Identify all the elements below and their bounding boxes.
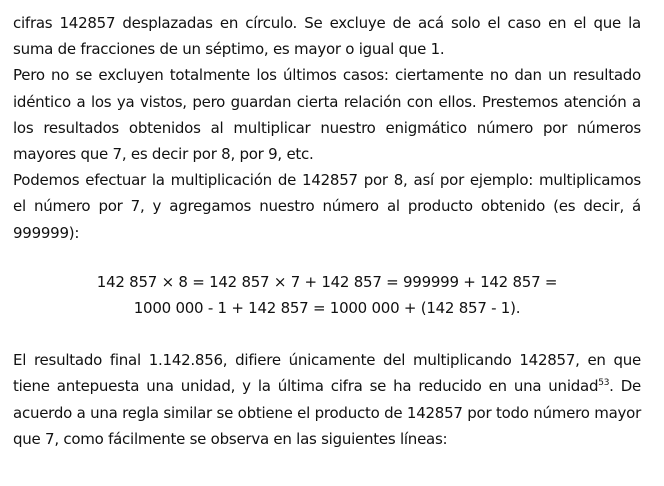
paragraph-excluded-cases: Pero no se excluyen totalmente los últimos casos: ciertamente no dan un resultado idéntico a los ya vistos, pero guardan cierta relación con ellos. Prestemos atención a los resultados obtenidos al multiplicar nuestro enigmático número por números mayores que 7, es decir por 8, por 9, etc. [13, 66, 641, 164]
equation-line-1: 142 857 × 8 = 142 857 × 7 + 142 857 = 999999 + 142 857 = [96, 272, 558, 291]
document-page [13, 10, 641, 452]
equation-block [13, 269, 641, 321]
final-result-text: El resultado final 1.142.856, difiere únicamente del multiplicando 142857, en que tiene antepuesta una unidad, y la última cifra se ha reducido en una unidad [13, 351, 641, 396]
paragraph-circle-digits: cifras 142857 desplazadas en círculo. Se excluye de acá solo el caso en el que la suma de fracciones de un séptimo, es mayor o igual que 1. [13, 14, 641, 59]
paragraph-final-result [13, 347, 641, 452]
equation-line-2: 1000 000 - 1 + 142 857 = 1000 000 + (142 857 - 1). [133, 299, 521, 318]
footnote-reference[interactable]: 53 [598, 378, 610, 389]
final-result-continuation: . De acuerdo a una regla similar se obtiene el producto de 142857 por todo número mayor que 7, como fácilmente se observa en las siguientes líneas: [13, 377, 641, 448]
paragraph-multiply-by-eight: Podemos efectuar la multiplicación de 142857 por 8, así por ejemplo: multiplicamos el número por 7, y agregamos nuestro número al producto obtenido (es decir, á 999999): [13, 171, 641, 242]
